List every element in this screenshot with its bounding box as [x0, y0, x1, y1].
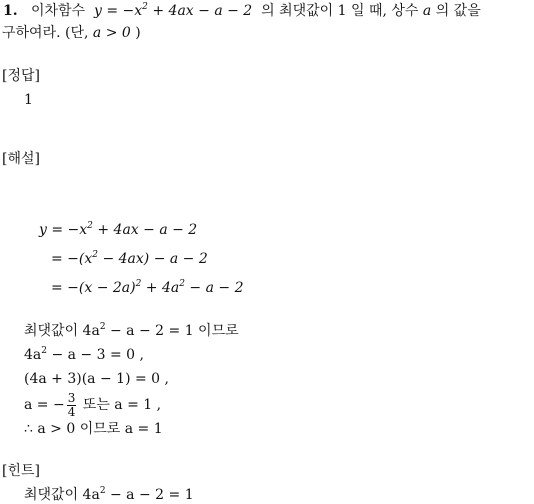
- answer-value: 1: [24, 92, 33, 108]
- problem-condition: a > 0: [92, 25, 131, 41]
- problem-line-2: 구하여라. (단, a > 0 ): [2, 25, 141, 41]
- solution-step-2: $4a^2 - a - 3 = 0$ ,: [24, 346, 144, 363]
- hint-label: [힌트]: [2, 463, 40, 479]
- fraction-three-quarters: $\frac{3}{4}$: [67, 390, 76, 419]
- solution-eq-1: $y = -x^2 + 4ax - a - 2$: [39, 221, 198, 238]
- problem-line-1: [3, 2, 481, 20]
- hint-text: 최댓값이 $4a^2 - a - 2 = 1$: [24, 486, 194, 503]
- problem-text-b: 의 최댓값이 1 일 때, 상수: [261, 3, 419, 19]
- answer-label: [정답]: [2, 68, 40, 84]
- solution-step-4: a = − $\frac{3}{4}$ 또는 a = 1 ,: [24, 390, 162, 419]
- solution-step-3: (4a + 3)(a − 1) = 0 ,: [24, 371, 169, 387]
- problem-function: $y = -x^2 + 4ax - a - 2$: [94, 2, 253, 19]
- solution-step-5: ∴ a > 0 이므로 a = 1: [24, 421, 163, 437]
- solution-step-1: 최댓값이 $4a^2 - a - 2 = 1$ 이므로: [24, 322, 239, 339]
- problem-text-c: 의 값을: [435, 3, 481, 19]
- problem-var-a: a: [422, 3, 432, 19]
- solution-eq-2: = $-(x^2 - 4ax) - a - 2$: [51, 250, 208, 267]
- problem-text-a: 이차함수: [30, 3, 86, 19]
- solution-eq-3: = $-(x - 2a)^2 + 4a^2 - a - 2$: [51, 279, 244, 296]
- problem-number: 1.: [3, 3, 18, 19]
- solution-label: [해설]: [2, 151, 40, 167]
